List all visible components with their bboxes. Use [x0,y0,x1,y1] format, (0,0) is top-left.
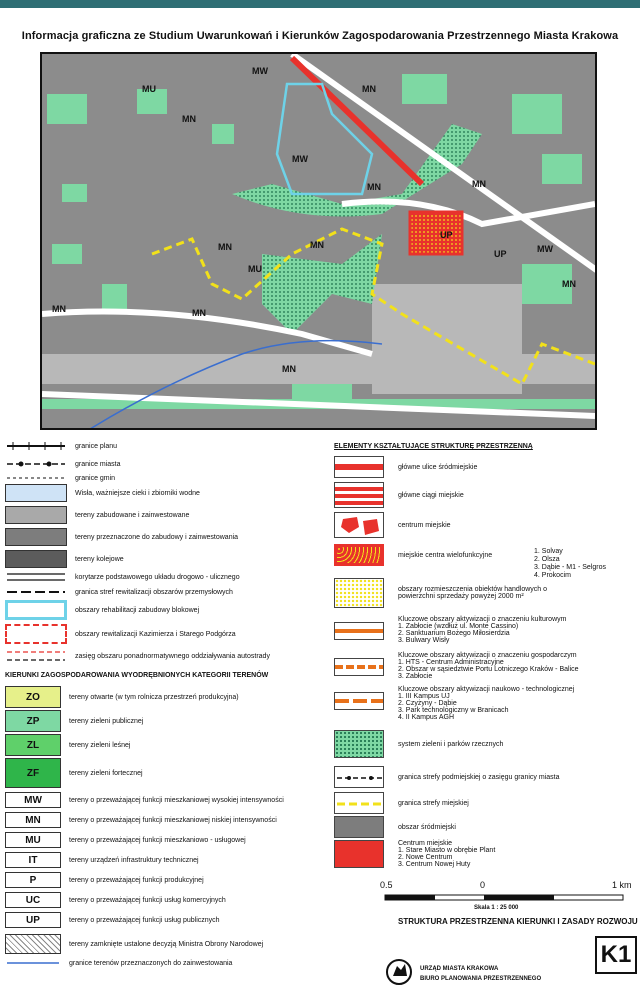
legend-text: tereny o przeważającej funkcji mieszkaniowej wysokiej intensywności [69,796,284,804]
map-label: MW [537,244,553,254]
map-label: MN [192,308,206,318]
legend-text: Wisła, ważniejsze cieki i zbiorniki wodne [75,489,200,497]
legend-text: tereny o przeważającej funkcji mieszkaniowo - usługowej [69,836,246,844]
map-label: MN [182,114,196,124]
list-item: 1. III Kampus UJ [398,693,450,700]
office-department: BIURO PLANOWANIA PRZESTRZENNEGO [420,976,542,982]
map-title: Informacja graficzna ze Studium Uwarunkowań i Kierunków Zagospodarowania Przestrzennego Miasta Krakowa [21,30,619,42]
list-item: 3. Zabłocie [398,673,433,680]
multifunction-centre-swatch [334,544,384,566]
code-box-up: UP [5,912,61,928]
legend-text: tereny zabudowane i zainwestowane [75,511,190,519]
motorway-impact-symbol [5,648,67,664]
legend-text: tereny o przeważającej funkcji produkcyjnej [69,876,204,884]
map-label: UP [440,230,453,240]
suburban-zone-swatch [334,766,384,788]
legend-text: granice miasta [75,460,121,468]
map-label: MN [282,364,296,374]
list-item: 1. Solvay [534,548,563,555]
economic-activation-swatch [334,658,384,676]
list-item: 3. Dąbie - M1 - Selgros [534,564,606,572]
legend-text: tereny zamknięte ustalone decyzją Ministra Obrony Narodowej [69,940,264,948]
legend-text: korytarze podstawowego układu drogowo - ulicznego [75,573,240,581]
list-item: 3. Park technologiczny w Branicach [398,707,509,714]
plan-border-symbol [5,440,67,452]
urban-zone-swatch [334,792,384,814]
legend-text: granica strefy podmiejskiej o zasięgu granicy miasta [398,773,560,781]
map-label: MU [248,264,262,274]
block-rehab-swatch [5,600,67,620]
multifunction-centre-list [534,548,606,580]
map-area[interactable] [40,52,597,430]
main-route-swatch [334,482,384,508]
map-label: MW [292,154,308,164]
cultural-activation-swatch [334,622,384,640]
kazimierz-revital-swatch [5,624,67,644]
legend-text: obszary rehabilitacji zabudowy blokowej [75,606,200,614]
legend-text: obszary rewitalizacji Kazimierza i Starego Podgórza [75,630,236,638]
legend-text: tereny otwarte (w tym rolnicza przestrzeń produkcyjna) [69,693,239,701]
legend-text: Kluczowe obszary aktywizacji o znaczeniu kulturowym [398,616,567,623]
legend-text: Kluczowe obszary aktywizacji o znaczeniu gospodarczym [398,652,577,659]
map-label: MW [252,66,268,76]
industrial-revital-symbol [5,586,67,598]
legend-text: obszar śródmiejski [398,823,456,831]
legend-text: granice gmin [75,474,116,482]
code-box-mn: MN [5,812,61,828]
code-box-mu: MU [5,832,61,848]
legend-text: tereny o przeważającej funkcji usług publicznych [69,916,220,924]
map-label: MN [472,179,486,189]
legend-text: tereny o przeważającej funkcji mieszkaniowej niskiej intensywności [69,816,277,824]
code-box-zl: ZL [5,734,61,756]
list-item: 1. HTS - Centrum Administracyjne [398,659,504,666]
legend-text: zasięg obszaru ponadnormatywnego oddziaływania autostrady [75,652,270,660]
legend-text: Centrum miejskie [398,840,453,847]
legend-text: granica strefy miejskiej [398,799,469,807]
legend-text: tereny zieleni fortecznej [69,769,143,777]
scale-tick-label: 0 [480,880,486,890]
map-label: MN [362,84,376,94]
scale-tick-label: 1 km [612,880,632,890]
built-up-swatch [5,506,67,524]
legend-text: centrum miejskie [398,521,451,529]
legend-text: główne ciągi miejskie [398,491,464,499]
list-item: 2. Sanktuarium Bożego Miłosierdzia [398,630,510,637]
scale-ruler [384,893,624,903]
commune-border-symbol [5,472,67,484]
legend-text: system zieleni i parków rzecznych [398,740,504,748]
map-label: UP [494,249,507,259]
list-item: 1. Stare Miasto w obrębie Plant [398,847,496,854]
code-box-mw: MW [5,792,61,808]
mon-area-swatch [5,934,61,954]
legend-text: tereny urządzeń infrastruktury technicznej [69,856,199,864]
kierunki-heading: KIERUNKI ZAGOSPODAROWANIA WYODRĘBNIONYCH KATEGORII TERENÓW [5,672,269,679]
legend-text: granice terenów przeznaczonych do zainwestowania [69,959,233,967]
code-box-zp: ZP [5,710,61,732]
map-label: MN [367,182,381,192]
map-subtitle: STRUKTURA PRZESTRZENNA KIERUNKI I ZASADY ROZWOJU [398,917,638,926]
legend-text: tereny o przeważającej funkcji usług komercyjnych [69,896,226,904]
legend-text: tereny zieleni publicznej [69,717,144,725]
map-label: MN [310,240,324,250]
map-label: MN [562,279,576,289]
map-label: MN [218,242,232,252]
sheet-number: K1 [595,936,637,974]
planned-build-swatch [5,528,67,546]
map-label: MN [52,304,66,314]
water-swatch [5,484,67,502]
green-system-swatch [334,730,384,758]
list-item: 2. Czyżyny - Dąbie [398,700,457,707]
map-label: MU [142,84,156,94]
list-item: 2. Nowe Centrum [398,854,453,861]
elements-heading: ELEMENTY KSZTAŁTUJĄCE STRUKTURĘ PRZESTRZENNĄ [334,443,533,450]
science-activation-swatch [334,692,384,710]
code-box-zo: ZO [5,686,61,708]
legend-text: główne ulice śródmiejskie [398,463,478,471]
list-item: 4. Prokocim [534,572,571,580]
railway-swatch [5,550,67,568]
legend-text: granice planu [75,442,118,450]
road-corridor-symbol [5,570,67,584]
code-box-zf: ZF [5,758,61,788]
code-box-it: IT [5,852,61,868]
code-box-uc: UC [5,892,61,908]
legend-text: Kluczowe obszary aktywizacji naukowo - technologicznej [398,686,575,693]
investment-border-symbol [5,958,61,968]
legend-text: tereny kolejowe [75,555,124,563]
main-street-swatch [334,456,384,478]
city-emblem-icon [385,958,413,986]
list-item: 3. Bulwary Wisły [398,637,450,644]
centre-swatch [334,840,384,868]
downtown-swatch [334,816,384,838]
legend-text: obszary rozmieszczenia obiektów handlowych o powierzchni sprzedaży powyżej 2000 m² [398,586,548,600]
code-box-p: P [5,872,61,888]
legend-text: granica stref rewitalizacji obszarów przemysłowych [75,588,233,596]
legend-text: tereny przeznaczone do zabudowy i zainwestowania [75,533,239,541]
list-item: 4. II Kampus AGH [398,714,455,721]
list-item: 2. Olsza [534,556,560,564]
city-centre-swatch [334,512,384,538]
legend-text: miejskie centra wielofunkcyjne [398,551,493,559]
office-name: URZĄD MIASTA KRAKOWA [420,966,499,972]
retail-area-swatch [334,578,384,608]
list-item: 3. Centrum Nowej Huty [398,861,471,868]
city-border-symbol [5,458,67,470]
scale-caption: Skala 1 : 25 000 [474,905,519,911]
list-item: 2. Obszar w sąsiedztwie Portu Lotniczego Kraków - Balice [398,666,579,673]
list-item: 1. Zabłocie (wzdłuż ul. Monte Cassino) [398,623,519,630]
legend-text: tereny zieleni leśnej [69,741,131,749]
scale-tick-label: 0.5 [380,880,393,890]
